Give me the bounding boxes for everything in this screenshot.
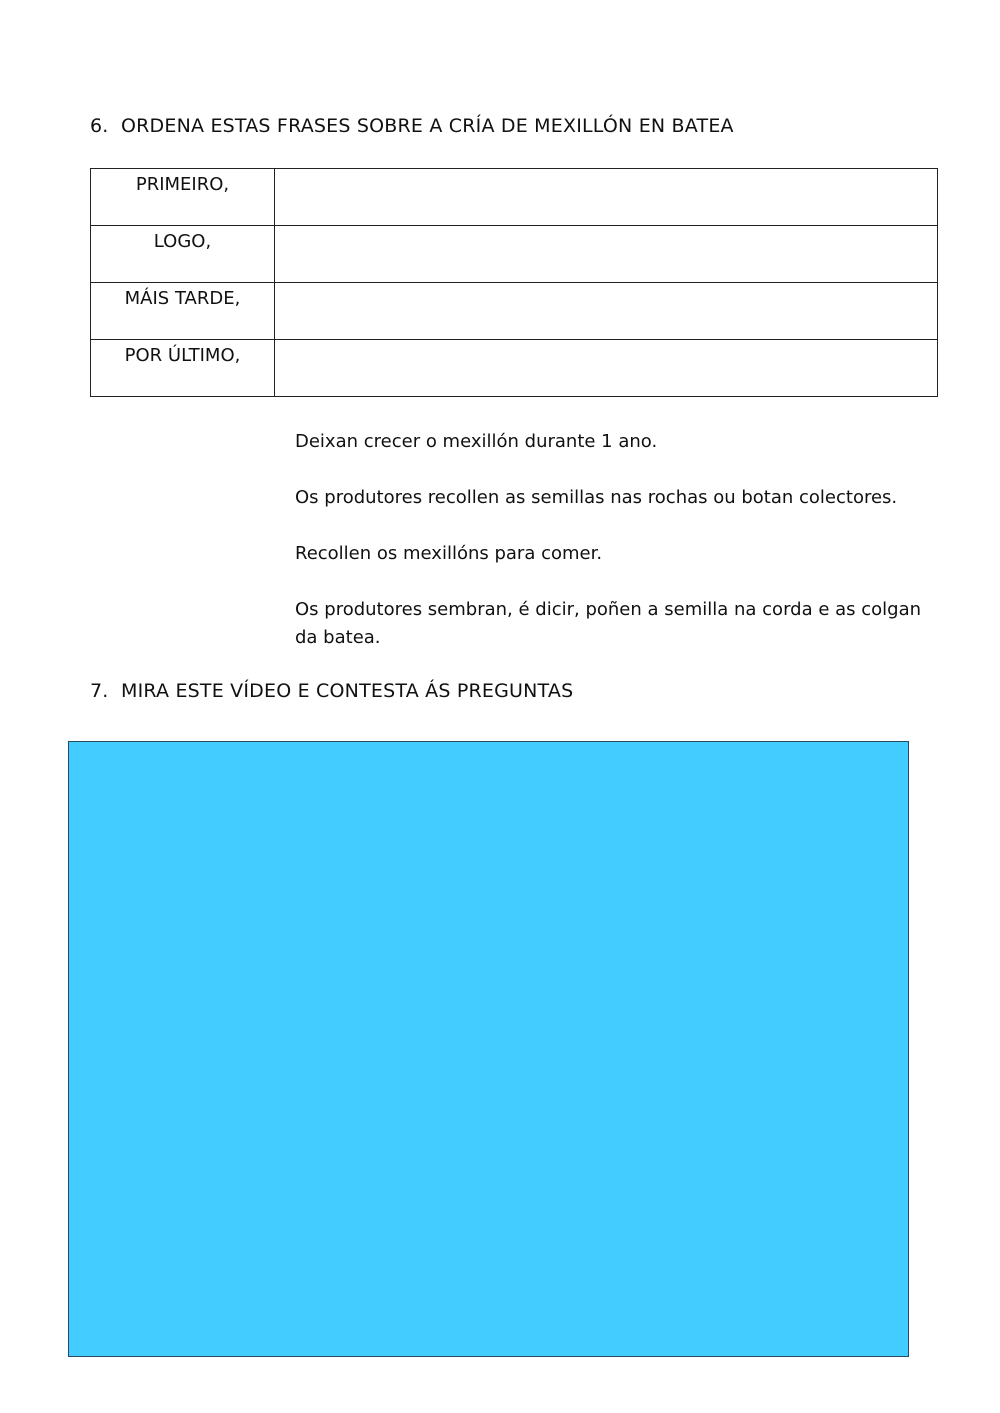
row-label-first: PRIMEIRO,	[91, 169, 275, 226]
sentence-option[interactable]: Deixan crecer o mexillón durante 1 ano.	[295, 431, 658, 452]
row-label-then: LOGO,	[91, 226, 275, 283]
table-row	[91, 340, 938, 397]
section-6-heading	[90, 115, 734, 137]
section-7-number: 7.	[90, 680, 109, 702]
sentence-option[interactable]: Os produtores sembran, é dicir, poñen a semilla na corda e as colgan da batea.	[295, 599, 922, 648]
table-row	[91, 226, 938, 283]
section-7-heading	[90, 680, 573, 702]
section-7-title: MIRA ESTE VÍDEO E CONTESTA ÁS PREGUNTAS	[121, 680, 574, 702]
row-label-finally: POR ÚLTIMO,	[91, 340, 275, 397]
answer-drop-zone-then[interactable]	[275, 226, 938, 283]
sentence-option[interactable]: Recollen os mexillóns para comer.	[295, 543, 603, 564]
answer-drop-zone-later[interactable]	[275, 283, 938, 340]
section-6-title: ORDENA ESTAS FRASES SOBRE A CRÍA DE MEXILLÓN EN BATEA	[121, 115, 734, 137]
row-label-later: MÁIS TARDE,	[91, 283, 275, 340]
table-row	[91, 169, 938, 226]
answer-drop-zone-first[interactable]	[275, 169, 938, 226]
table-row	[91, 283, 938, 340]
order-table	[90, 168, 938, 397]
video-player[interactable]	[68, 741, 909, 1357]
section-6-number: 6.	[90, 115, 109, 137]
sentence-options-list	[295, 428, 935, 652]
answer-drop-zone-finally[interactable]	[275, 340, 938, 397]
sentence-option[interactable]: Os produtores recollen as semillas nas rochas ou botan colectores.	[295, 487, 898, 508]
